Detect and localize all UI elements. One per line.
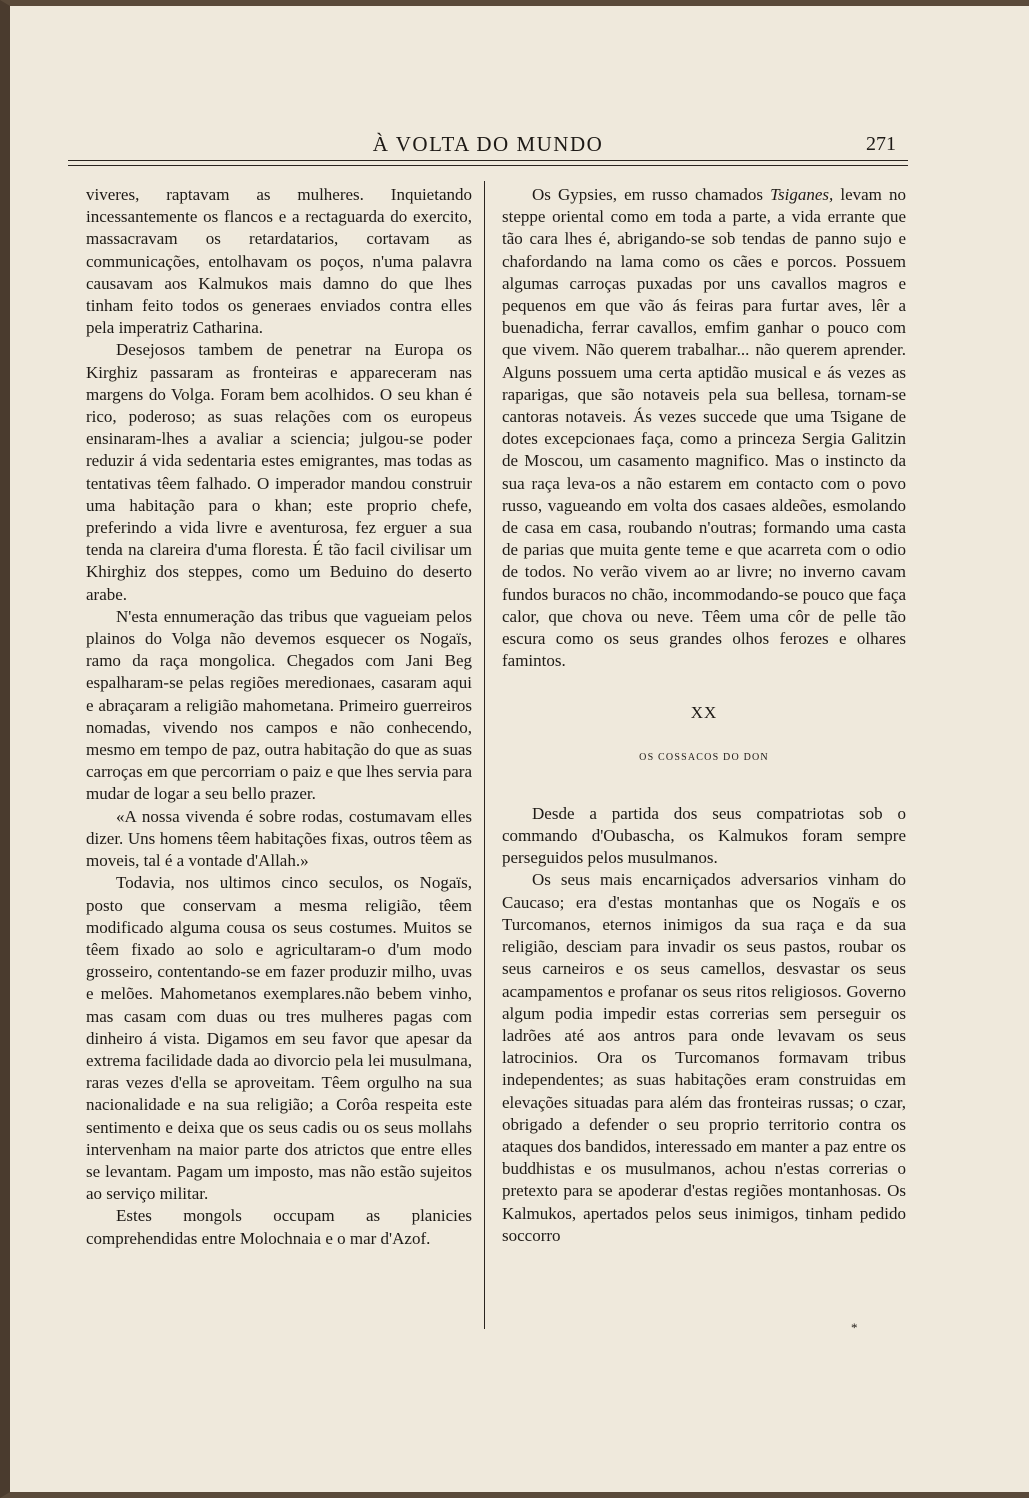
page-number: 271	[866, 133, 896, 155]
paragraph: Os seus mais encarniçados adversarios vinham do Caucaso; era d'estas montanhas que os Nogaïs e os Turcomanos, eternos inimigos da sua raça e da sua religião, desciam para invadir os seus pastos, roubar os seus carneiros e os seus camellos, desvastar os seus acampamentos e profanar os seus ritos religiosos. Governo algum podia impedir estas correrias sem perseguir os ladrões até aos antros para onde levavam os seus latrocinios. Ora os Turcomanos formavam tribus independentes; as suas habitações eram construidas em elevações situadas para além das fronteiras russas; o czar, obrigado a defender o seu proprio territorio contra os ataques dos bandidos, interessado em manter a paz entre os buddhistas e os musulmanos, achou n'estas correrias o pretexto para se apoderar d'estas regiões montanhosas. Os Kalmukos, apertados pelos seus inimigos, tinham pedido soccorro	[502, 870, 906, 1245]
paragraph: viveres, raptavam as mulheres. Inquietando incessantemente os flancos e a rectaguarda do exercito, massacravam os retardatarios, cortavam as communicações, entolhavam os poços, n'uma palavra causavam aos Kalmukos mais damno do que lhes tinham feito todos os generaes enviados contra elles pela imperatriz Catharina.	[86, 185, 472, 338]
paragraph: «A nossa vivenda é sobre rodas, costumavam elles dizer. Uns homens têem habitações fixas, outros têem as moveis, tal é a vontade d'Allah.»	[86, 806, 472, 871]
italic-term: Tsiganes,	[770, 185, 834, 204]
paragraph: Desde a partida dos seus compatriotas sob o commando d'Oubascha, os Kalmukos foram sempre perseguidos pelos musulmanos.	[502, 803, 906, 868]
chapter-number: XX	[690, 703, 718, 723]
running-header	[68, 128, 908, 164]
header-rule-thin	[68, 165, 908, 166]
left-column	[86, 184, 472, 1250]
chapter-title: OS COSSACOS DO DON	[639, 751, 769, 763]
running-title: À VOLTA DO MUNDO	[372, 132, 604, 156]
paragraph: Todavia, nos ultimos cinco seculos, os Nogaïs, posto que conservam a mesma religião, têem modificado alguma cousa os seus costumes. Muitos se têem fixado ao solo e agricultaram-o d'um modo grosseiro, contentando-se em fazer produzir milho, uvas e melões. Mahometanos exemplares.não bebem vinho, mas casam com duas ou tres mulheres pagas com dinheiro á vista. Digamos em seu favor que apesar da extrema facilidade dada ao divorcio pela lei musulmana, raras vezes d'ella se aproveitam. Têem orgulho na sua nacionalidade e na sua religião; a Corôa respeita este sentimento e deixa que os seus cadis ou os seus mollahs intervenham na maior parte dos atrictos que entre elles se levantam. Pagam um imposto, mas não estão sujeitos ao serviço militar.	[86, 873, 472, 1204]
right-column	[502, 184, 906, 1247]
column-divider	[484, 181, 485, 1329]
signature-mark: *	[851, 1320, 858, 1335]
paragraph: Desejosos tambem de penetrar na Europa os Kirghiz passaram as fronteiras e appareceram nas margens do Volga. Foram bem acolhidos. O seu khan é rico, poderoso; as suas relações com os europeus ensinaram-lhes a avaliar a sciencia; julgou-se poder reduzir á vida sedentaria estes emigrantes, mas todas as tentativas têem falhado. O imperador mandou construir uma habitação para o khan; este proprio chefe, preferindo a vida livre e aventurosa, fez erguer a sua tenda na clareira d'uma floresta. É tão facil civilisar um Khirghiz dos steppes, como um Beduino do deserto arabe.	[86, 340, 472, 604]
paragraph: N'esta ennumeração das tribus que vagueiam pelos plainos do Volga não devemos esquecer os Nogaïs, ramo da raça mongolica. Chegados com Jani Beg espalharam-se pelas regiões meredionaes, casaram aqui e abraçaram a religião mahometana. Primeiro guerreiros nomadas, vivendo nos campos e não conhecendo, mesmo em tempo de paz, outra habitação do que as suas carroças em que percorriam o paiz e que lhes servia para mudar de logar a seu bello prazer.	[86, 606, 472, 804]
paragraph-gypsies	[502, 184, 906, 672]
text-run: levam no steppe oriental como em toda a parte, a vida errante que tão cara lhes é, abrigando-se sob tendas de panno sujo e chafordando na lama como os cães e porcos. Possuem algumas carroças puxadas por uns cavallos magros e pequenos em que vão ás feiras para furtar aves, lêr a buenadicha, ferrar cavallos, emfim ganhar o pouco com que vivem. Não querem trabalhar... não querem aprender. Alguns possuem uma certa aptidão musical e ás vezes as raparigas, que são notaveis pela sua bellesa, tornam-se cantoras notaveis. Ás vezes succede que uma Tsigane de dotes excepcionaes faça, como a princeza Sergia Galitzin de Moscou, um casamento magnifico. Mas o instincto da sua raça leva-os a não estarem em contacto com o povo russo, vagueando em volta dos casaes aldeões, esmolando de casa em casa, roubando n'outras; formando uma casta de parias que muita gente teme e que acarreta com o odio de todos. No verão vivem ao ar livre; no inverno cavam fundos buracos no chão, incommodando-se pouco que faça calor, que chova ou neve. Têem uma côr de pelle tão escura como os seus grandes olhos ferozes e olhares famintos.	[502, 185, 906, 671]
paragraph: Estes mongols occupam as planicies comprehendidas entre Molochnaia e o mar d'Azof.	[86, 1206, 472, 1248]
text-run: Os Gypsies, em russo chamados	[532, 185, 771, 204]
header-rule-thick	[68, 160, 908, 161]
